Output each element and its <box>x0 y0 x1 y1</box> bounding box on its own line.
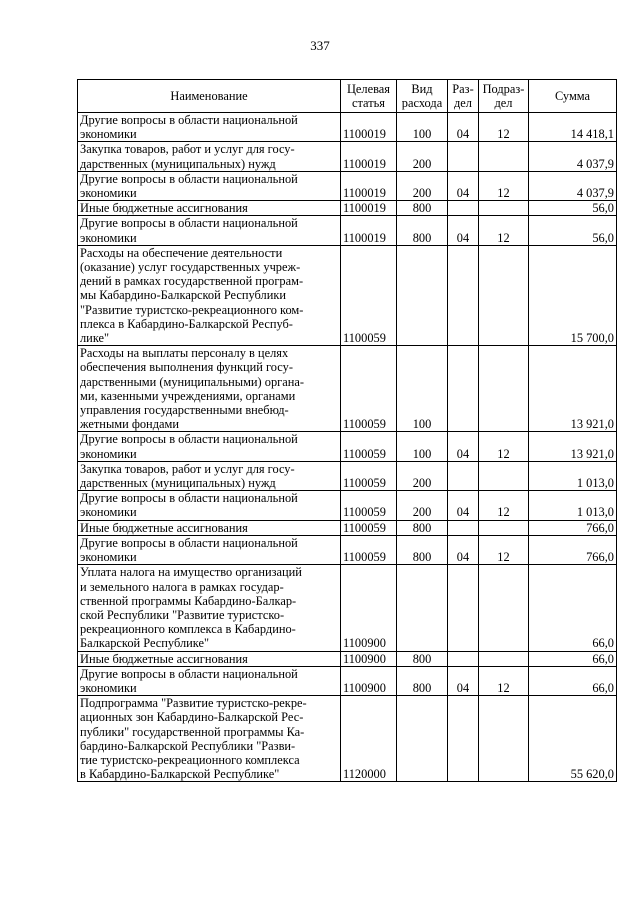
cell-expense-type-text: 800 <box>412 550 432 565</box>
cell-target-article <box>341 651 397 666</box>
cell-name-text: Расходы на обеспечение деятельности (оказание) услуг государственных учреж- дений в рамках государственной програм- мы Кабардино-Балкарской Республики "Развитие туристско-рекреационного ком- плекса в Кабардино-Балкарской Респуб- лике" <box>80 245 304 346</box>
cell-expense-type <box>397 651 448 666</box>
cell-name-text: Другие вопросы в области национальной экономики <box>80 432 298 461</box>
cell-subsection-text: 12 <box>497 127 510 142</box>
cell-name <box>78 535 341 564</box>
cell-expense-type-text: 100 <box>412 127 432 142</box>
cell-subsection <box>479 565 529 651</box>
cell-subsection <box>479 651 529 666</box>
cell-target-article <box>341 432 397 461</box>
table-row <box>78 201 617 216</box>
header-code: Целевая статья <box>341 80 397 113</box>
table-row <box>78 520 617 535</box>
cell-name-text: Другие вопросы в области национальной экономики <box>80 666 298 695</box>
cell-subsection <box>479 491 529 520</box>
table-row <box>78 142 617 171</box>
cell-section <box>448 142 479 171</box>
cell-sum <box>529 346 617 432</box>
cell-sum-text: 66,0 <box>592 651 614 666</box>
cell-target-article-text: 1100019 <box>343 127 386 142</box>
cell-expense-type <box>397 171 448 200</box>
cell-sum <box>529 113 617 142</box>
cell-expense-type-text: 200 <box>412 476 432 491</box>
cell-expense-type <box>397 346 448 432</box>
cell-expense-type <box>397 520 448 535</box>
cell-name <box>78 216 341 245</box>
table-row <box>78 113 617 142</box>
cell-name <box>78 696 341 782</box>
cell-name-text: Другие вопросы в области национальной экономики <box>80 216 298 245</box>
cell-target-article-text: 1100059 <box>343 446 386 461</box>
cell-target-article-text: 1100059 <box>343 331 386 346</box>
cell-target-article-text: 1100019 <box>343 186 386 201</box>
cell-expense-type <box>397 432 448 461</box>
cell-sum-text: 14 418,1 <box>570 127 614 142</box>
cell-subsection-text: 12 <box>497 186 510 201</box>
cell-name-text: Подпрограмма "Развитие туристско-рекре- ационных зон Кабардино-Балкарской Рес- публики" государственной программы Ка- бардино-Балкарской Республики "Разви- тие туристско-рекреационного комплекса в Кабардино-Балкарской Республике" <box>80 696 307 782</box>
cell-name-text: Иные бюджетные ассигнования <box>80 651 248 666</box>
cell-subsection <box>479 432 529 461</box>
cell-section <box>448 432 479 461</box>
cell-section <box>448 666 479 695</box>
cell-target-article <box>341 216 397 245</box>
cell-target-article <box>341 666 397 695</box>
cell-name <box>78 651 341 666</box>
cell-target-article-text: 1100059 <box>343 476 386 491</box>
cell-expense-type-text: 800 <box>412 680 432 695</box>
cell-expense-type-text: 100 <box>412 446 432 461</box>
cell-sum <box>529 535 617 564</box>
cell-section-text: 04 <box>456 446 470 461</box>
cell-name <box>78 565 341 651</box>
table-row <box>78 491 617 520</box>
cell-sum-text: 13 921,0 <box>570 446 614 461</box>
cell-target-article <box>341 142 397 171</box>
cell-target-article <box>341 565 397 651</box>
cell-sum-text: 4 037,9 <box>576 186 614 201</box>
cell-expense-type-text: 100 <box>412 417 432 432</box>
cell-name <box>78 171 341 200</box>
cell-sum-text: 1 013,0 <box>576 476 614 491</box>
cell-name <box>78 666 341 695</box>
cell-name <box>78 346 341 432</box>
cell-target-article-text: 1100059 <box>343 505 386 520</box>
cell-section-text: 04 <box>456 550 470 565</box>
budget-table <box>77 79 617 782</box>
cell-target-article-text: 1100900 <box>343 680 386 695</box>
table-row <box>78 432 617 461</box>
cell-subsection <box>479 535 529 564</box>
table-header-row <box>78 80 617 113</box>
cell-subsection <box>479 201 529 216</box>
table-row <box>78 696 617 782</box>
table-row <box>78 666 617 695</box>
cell-subsection <box>479 461 529 490</box>
header-subsection: Подраз- дел <box>479 80 529 113</box>
cell-section <box>448 535 479 564</box>
cell-target-article <box>341 171 397 200</box>
cell-section <box>448 491 479 520</box>
cell-name-text: Другие вопросы в области национальной экономики <box>80 491 298 520</box>
cell-name-text: Расходы на выплаты персоналу в целях обеспечения выполнения функций госу- дарственными (муниципальными) органа- ми, казенными учреждениями, органами управления государственными внебюд- жетными фондами <box>80 346 304 432</box>
cell-section <box>448 201 479 216</box>
cell-target-article-text: 1100059 <box>343 520 386 535</box>
cell-sum <box>529 565 617 651</box>
cell-expense-type-text: 200 <box>412 156 432 171</box>
cell-name <box>78 461 341 490</box>
cell-section <box>448 113 479 142</box>
cell-sum-text: 1 013,0 <box>576 505 614 520</box>
cell-expense-type-text: 800 <box>412 520 432 535</box>
cell-section-text: 04 <box>456 680 470 695</box>
cell-expense-type <box>397 666 448 695</box>
cell-target-article <box>341 113 397 142</box>
cell-target-article <box>341 346 397 432</box>
cell-name-text: Другие вопросы в области национальной экономики <box>80 113 298 142</box>
cell-subsection-text: 12 <box>497 680 510 695</box>
cell-subsection <box>479 245 529 345</box>
cell-section <box>448 346 479 432</box>
cell-expense-type-text: 200 <box>412 186 432 201</box>
cell-name-text: Другие вопросы в области национальной экономики <box>80 171 298 201</box>
cell-sum-text: 4 037,9 <box>576 156 614 171</box>
cell-sum-text: 766,0 <box>586 520 614 535</box>
cell-subsection <box>479 171 529 200</box>
cell-sum-text: 766,0 <box>586 550 614 565</box>
table-row <box>78 245 617 345</box>
cell-target-article-text: 1120000 <box>343 767 386 782</box>
table-row <box>78 346 617 432</box>
cell-target-article <box>341 201 397 216</box>
cell-sum-text: 66,0 <box>592 636 614 651</box>
cell-sum-text: 55 620,0 <box>570 767 614 782</box>
cell-sum <box>529 520 617 535</box>
cell-expense-type-text: 800 <box>412 651 432 666</box>
header-name: Наименование <box>78 80 341 113</box>
cell-name-text: Закупка товаров, работ и услуг для госу- дарственных (муниципальных) нужд <box>80 142 295 171</box>
cell-target-article-text: 1100019 <box>343 156 386 171</box>
cell-expense-type <box>397 113 448 142</box>
cell-subsection-text: 12 <box>497 230 510 245</box>
cell-name <box>78 491 341 520</box>
cell-section <box>448 245 479 345</box>
table-body <box>78 113 617 782</box>
cell-target-article <box>341 245 397 345</box>
cell-sum <box>529 491 617 520</box>
cell-section <box>448 565 479 651</box>
cell-section <box>448 696 479 782</box>
cell-sum <box>529 666 617 695</box>
cell-expense-type-text: 800 <box>412 230 432 245</box>
cell-target-article <box>341 520 397 535</box>
cell-sum-text: 13 921,0 <box>570 417 614 432</box>
cell-target-article <box>341 491 397 520</box>
cell-section-text: 04 <box>456 230 470 245</box>
cell-name-text: Иные бюджетные ассигнования <box>80 201 248 216</box>
cell-expense-type <box>397 142 448 171</box>
table-row <box>78 651 617 666</box>
page-number: 337 <box>310 38 330 53</box>
cell-section-text: 04 <box>456 127 470 142</box>
cell-name <box>78 245 341 345</box>
cell-name <box>78 113 341 142</box>
table-row <box>78 535 617 564</box>
cell-sum <box>529 461 617 490</box>
cell-target-article-text: 1100900 <box>343 636 386 651</box>
table-row <box>78 565 617 651</box>
cell-sum <box>529 216 617 245</box>
cell-target-article-text: 1100059 <box>343 550 386 565</box>
cell-name-text: Иные бюджетные ассигнования <box>80 520 248 535</box>
cell-sum <box>529 201 617 216</box>
cell-subsection <box>479 520 529 535</box>
cell-section <box>448 216 479 245</box>
cell-expense-type <box>397 461 448 490</box>
cell-sum <box>529 245 617 345</box>
cell-target-article-text: 1100900 <box>343 651 386 666</box>
cell-name <box>78 432 341 461</box>
cell-section <box>448 520 479 535</box>
cell-sum-text: 15 700,0 <box>570 331 614 346</box>
cell-section <box>448 461 479 490</box>
cell-section-text: 04 <box>456 186 470 201</box>
cell-target-article-text: 1100019 <box>343 201 386 216</box>
cell-expense-type <box>397 535 448 564</box>
cell-expense-type <box>397 491 448 520</box>
cell-target-article-text: 1100059 <box>343 417 386 432</box>
table-row <box>78 171 617 200</box>
cell-expense-type <box>397 201 448 216</box>
header-sum: Сумма <box>529 80 617 113</box>
cell-name-text: Другие вопросы в области национальной экономики <box>80 535 298 565</box>
cell-section-text: 04 <box>456 505 470 520</box>
cell-subsection <box>479 666 529 695</box>
cell-subsection-text: 12 <box>497 505 510 520</box>
cell-sum <box>529 432 617 461</box>
cell-name-text: Закупка товаров, работ и услуг для госу- дарственных (муниципальных) нужд <box>80 461 295 491</box>
cell-name <box>78 201 341 216</box>
cell-subsection <box>479 142 529 171</box>
cell-target-article <box>341 535 397 564</box>
cell-subsection-text: 12 <box>497 446 510 461</box>
cell-name <box>78 520 341 535</box>
cell-expense-type <box>397 245 448 345</box>
cell-sum <box>529 142 617 171</box>
cell-target-article <box>341 461 397 490</box>
cell-subsection-text: 12 <box>497 550 510 565</box>
cell-subsection <box>479 113 529 142</box>
cell-expense-type-text: 800 <box>412 201 432 216</box>
cell-expense-type-text: 200 <box>412 505 432 520</box>
cell-sum-text: 66,0 <box>592 680 614 695</box>
header-type: Вид расхода <box>397 80 448 113</box>
cell-expense-type <box>397 565 448 651</box>
cell-sum-text: 56,0 <box>592 230 614 245</box>
cell-section <box>448 171 479 200</box>
cell-subsection <box>479 216 529 245</box>
cell-name <box>78 142 341 171</box>
table-row <box>78 461 617 490</box>
cell-expense-type <box>397 696 448 782</box>
cell-target-article-text: 1100019 <box>343 230 386 245</box>
cell-sum-text: 56,0 <box>592 201 614 216</box>
table-row <box>78 216 617 245</box>
cell-section <box>448 651 479 666</box>
header-section: Раз- дел <box>448 80 479 113</box>
cell-expense-type <box>397 216 448 245</box>
cell-subsection <box>479 696 529 782</box>
cell-sum <box>529 696 617 782</box>
cell-target-article <box>341 696 397 782</box>
cell-sum <box>529 651 617 666</box>
cell-subsection <box>479 346 529 432</box>
cell-name-text: Уплата налога на имущество организаций и земельного налога в рамках государ- ственной программы Кабардино-Балкар- ской Республики "Развитие туристско- рекреационного комплекса в Кабардино- Балкарской Республике" <box>80 565 302 651</box>
cell-sum <box>529 171 617 200</box>
